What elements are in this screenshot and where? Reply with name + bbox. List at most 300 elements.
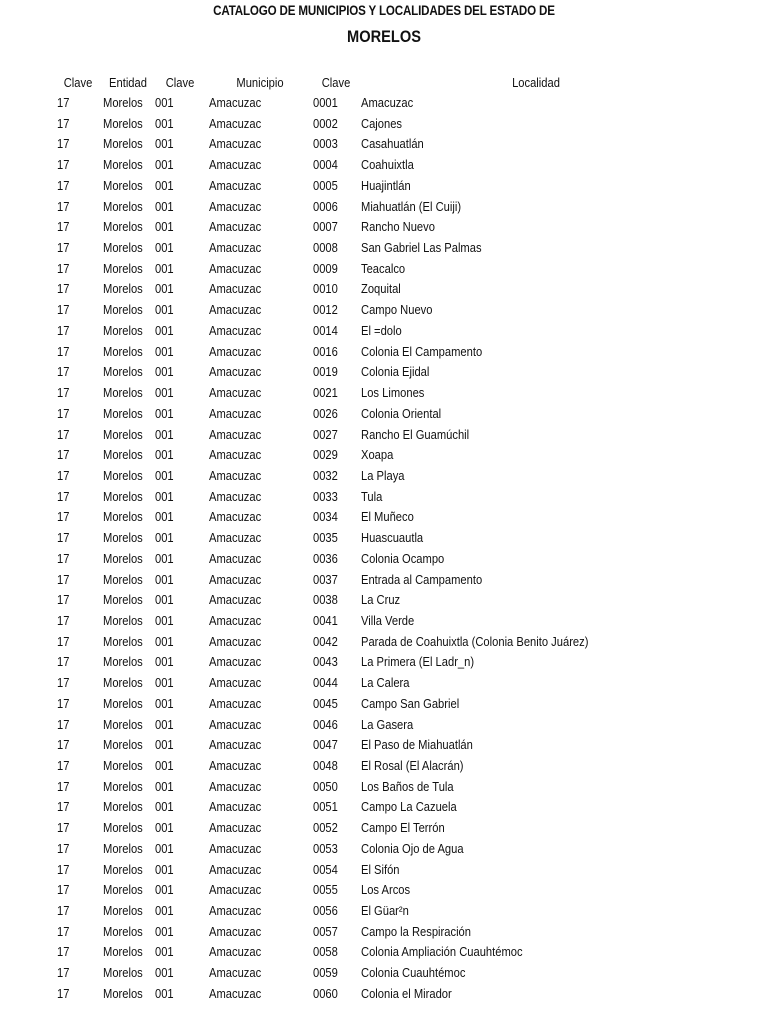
cell-clave-localidad: 0016 [313,343,338,359]
cell-clave-localidad: 0036 [313,550,338,566]
cell-clave-localidad: 0027 [313,426,338,442]
cell-municipio: Amacuzac [209,840,262,856]
cell-localidad: Colonia Ojo de Agua [361,840,464,856]
cell-clave-localidad: 0037 [313,571,338,587]
cell-entidad: Morelos [103,219,143,235]
cell-clave-entidad: 17 [57,405,70,421]
cell-clave-municipio: 001 [155,157,174,173]
table-row [0,528,768,549]
cell-clave-entidad: 17 [57,260,70,276]
table-row [0,880,768,901]
table-row [0,860,768,881]
cell-municipio: Amacuzac [209,509,262,525]
cell-municipio: Amacuzac [209,405,262,421]
cell-entidad: Morelos [103,758,143,773]
table-row [0,507,768,528]
table-body [0,93,768,1005]
cell-clave-entidad: 17 [57,612,70,628]
cell-localidad: Xoapa [361,447,394,463]
cell-clave-localidad: 0012 [313,302,338,318]
cell-entidad: Morelos [103,737,143,753]
cell-municipio: Amacuzac [209,985,262,1001]
cell-localidad: Campo la Respiración [361,923,471,939]
cell-clave-localidad: 0038 [313,592,338,608]
cell-entidad: Morelos [103,944,143,960]
cell-clave-municipio: 001 [155,95,174,110]
cell-clave-entidad: 17 [57,965,70,981]
cell-clave-entidad: 17 [57,633,70,649]
cell-municipio: Amacuzac [209,882,262,898]
cell-municipio: Amacuzac [209,198,262,214]
cell-clave-municipio: 001 [155,799,174,815]
cell-entidad: Morelos [103,467,143,483]
table-row [0,425,768,446]
column-header-entidad: Entidad [109,75,147,90]
cell-clave-localidad: 0032 [313,467,338,483]
table-row [0,217,768,238]
cell-entidad: Morelos [103,840,143,856]
cell-clave-municipio: 001 [155,861,174,877]
cell-entidad: Morelos [103,302,143,318]
cell-municipio: Amacuzac [209,965,262,981]
cell-entidad: Morelos [103,343,143,359]
cell-municipio: Amacuzac [209,177,262,193]
cell-entidad: Morelos [103,530,143,546]
column-header-clave-localidad: Clave [321,75,351,90]
table-row [0,342,768,363]
cell-clave-municipio: 001 [155,302,174,318]
cell-localidad: La Cruz [361,592,401,608]
table-row [0,466,768,487]
table-row [0,797,768,818]
cell-clave-entidad: 17 [57,198,70,214]
cell-clave-localidad: 0026 [313,405,338,421]
cell-clave-municipio: 001 [155,675,174,691]
cell-clave-localidad: 0053 [313,840,338,856]
cell-localidad: El Paso de Miahuatlán [361,737,473,753]
column-header-localidad: Localidad [512,75,560,90]
cell-entidad: Morelos [103,405,143,421]
cell-municipio: Amacuzac [209,260,262,276]
cell-clave-entidad: 17 [57,281,70,297]
table-row [0,632,768,653]
cell-clave-municipio: 001 [155,322,174,338]
cell-clave-entidad: 17 [57,136,70,152]
table-row [0,259,768,280]
cell-localidad: Parada de Coahuixtla (Colonia Benito Juárez) [361,633,589,649]
cell-clave-localidad: 0006 [313,198,338,214]
cell-clave-municipio: 001 [155,985,174,1001]
cell-municipio: Amacuzac [209,95,262,110]
cell-municipio: Amacuzac [209,778,262,794]
cell-localidad: El Rosal (El Alacrán) [361,758,464,773]
cell-clave-municipio: 001 [155,965,174,981]
cell-clave-entidad: 17 [57,95,70,110]
cell-entidad: Morelos [103,654,143,670]
cell-clave-localidad: 0007 [313,219,338,235]
cell-localidad: Cajones [361,115,403,131]
table-row [0,673,768,694]
cell-localidad: Campo La Cazuela [361,799,457,815]
table-row [0,570,768,591]
cell-clave-localidad: 0043 [313,654,338,670]
cell-clave-municipio: 001 [155,737,174,753]
catalog-table [0,73,768,1005]
cell-entidad: Morelos [103,260,143,276]
cell-clave-localidad: 0056 [313,903,338,919]
table-row [0,238,768,259]
cell-clave-entidad: 17 [57,716,70,732]
document-subtitle: MORELOS [347,27,421,46]
cell-clave-localidad: 0021 [313,385,338,401]
cell-entidad: Morelos [103,426,143,442]
cell-entidad: Morelos [103,985,143,1001]
cell-clave-entidad: 17 [57,758,70,773]
cell-municipio: Amacuzac [209,281,262,297]
cell-municipio: Amacuzac [209,633,262,649]
cell-clave-entidad: 17 [57,488,70,504]
document-title: CATALOGO DE MUNICIPIOS Y LOCALIDADES DEL ESTADO DE [213,3,555,18]
cell-clave-entidad: 17 [57,571,70,587]
table-row [0,383,768,404]
cell-entidad: Morelos [103,716,143,732]
cell-localidad: El Sifón [361,861,400,877]
table-row [0,134,768,155]
table-row [0,549,768,570]
cell-localidad: Colonia Ocampo [361,550,445,566]
cell-clave-municipio: 001 [155,612,174,628]
cell-clave-municipio: 001 [155,281,174,297]
cell-entidad: Morelos [103,198,143,214]
cell-clave-entidad: 17 [57,799,70,815]
cell-clave-entidad: 17 [57,530,70,546]
cell-clave-localidad: 0041 [313,612,338,628]
cell-localidad: Campo El Terrón [361,820,445,836]
cell-localidad: El =dolo [361,322,402,338]
table-row [0,300,768,321]
cell-localidad: Zoquital [361,281,401,297]
cell-clave-municipio: 001 [155,923,174,939]
cell-clave-municipio: 001 [155,177,174,193]
cell-clave-municipio: 001 [155,571,174,587]
cell-municipio: Amacuzac [209,530,262,546]
cell-entidad: Morelos [103,364,143,380]
table-row [0,694,768,715]
table-row [0,155,768,176]
cell-localidad: Rancho El Guamúchil [361,426,470,442]
cell-clave-municipio: 001 [155,530,174,546]
table-row [0,922,768,943]
cell-clave-municipio: 001 [155,820,174,836]
cell-clave-municipio: 001 [155,882,174,898]
cell-clave-entidad: 17 [57,467,70,483]
table-row [0,279,768,300]
cell-clave-localidad: 0048 [313,758,338,773]
cell-clave-entidad: 17 [57,426,70,442]
cell-municipio: Amacuzac [209,861,262,877]
cell-localidad: Colonia Ejidal [361,364,430,380]
table-row [0,176,768,197]
cell-clave-localidad: 0059 [313,965,338,981]
cell-clave-localidad: 0057 [313,923,338,939]
table-row [0,715,768,736]
cell-localidad: Colonia Ampliación Cuauhtémoc [361,944,523,960]
cell-clave-entidad: 17 [57,654,70,670]
table-row [0,93,768,114]
cell-clave-entidad: 17 [57,343,70,359]
cell-municipio: Amacuzac [209,820,262,836]
cell-clave-localidad: 0004 [313,157,338,173]
cell-localidad: Colonia Cuauhtémoc [361,965,466,981]
cell-clave-localidad: 0044 [313,675,338,691]
cell-localidad: Casahuatlán [361,136,424,152]
cell-entidad: Morelos [103,509,143,525]
cell-entidad: Morelos [103,550,143,566]
cell-clave-municipio: 001 [155,550,174,566]
cell-municipio: Amacuzac [209,903,262,919]
cell-municipio: Amacuzac [209,343,262,359]
cell-clave-localidad: 0005 [313,177,338,193]
cell-clave-municipio: 001 [155,758,174,773]
cell-clave-entidad: 17 [57,778,70,794]
cell-clave-localidad: 0010 [313,281,338,297]
cell-localidad: El Güar²n [361,903,409,919]
cell-clave-localidad: 0045 [313,695,338,711]
cell-clave-municipio: 001 [155,115,174,131]
cell-entidad: Morelos [103,903,143,919]
cell-clave-localidad: 0001 [313,95,338,110]
cell-entidad: Morelos [103,820,143,836]
cell-clave-entidad: 17 [57,903,70,919]
table-row [0,818,768,839]
cell-municipio: Amacuzac [209,385,262,401]
cell-localidad: Miahuatlán (El Cuiji) [361,198,462,214]
column-header-clave-municipio: Clave [165,75,195,90]
cell-clave-entidad: 17 [57,115,70,131]
cell-localidad: Los Limones [361,385,425,401]
cell-clave-entidad: 17 [57,364,70,380]
cell-clave-municipio: 001 [155,385,174,401]
cell-clave-entidad: 17 [57,675,70,691]
cell-clave-municipio: 001 [155,364,174,380]
table-header-row [0,73,768,93]
cell-municipio: Amacuzac [209,467,262,483]
cell-clave-entidad: 17 [57,861,70,877]
cell-entidad: Morelos [103,778,143,794]
cell-clave-municipio: 001 [155,944,174,960]
cell-entidad: Morelos [103,281,143,297]
cell-clave-entidad: 17 [57,240,70,256]
cell-clave-entidad: 17 [57,385,70,401]
cell-clave-localidad: 0058 [313,944,338,960]
cell-clave-localidad: 0009 [313,260,338,276]
cell-clave-localidad: 0060 [313,985,338,1001]
cell-municipio: Amacuzac [209,716,262,732]
cell-localidad: Coahuixtla [361,157,414,173]
cell-localidad: Los Baños de Tula [361,778,454,794]
cell-clave-municipio: 001 [155,695,174,711]
cell-clave-localidad: 0035 [313,530,338,546]
cell-clave-localidad: 0034 [313,509,338,525]
cell-localidad: Tula [361,488,383,504]
cell-localidad: Colonia El Campamento [361,343,483,359]
table-row [0,321,768,342]
cell-entidad: Morelos [103,861,143,877]
cell-clave-entidad: 17 [57,944,70,960]
table-row [0,839,768,860]
cell-clave-entidad: 17 [57,985,70,1001]
cell-clave-entidad: 17 [57,509,70,525]
table-row [0,777,768,798]
cell-municipio: Amacuzac [209,675,262,691]
cell-localidad: Huajintlán [361,177,411,193]
cell-clave-localidad: 0052 [313,820,338,836]
cell-clave-localidad: 0047 [313,737,338,753]
cell-clave-municipio: 001 [155,426,174,442]
cell-clave-municipio: 001 [155,343,174,359]
cell-municipio: Amacuzac [209,592,262,608]
cell-clave-entidad: 17 [57,177,70,193]
cell-clave-municipio: 001 [155,136,174,152]
cell-clave-localidad: 0051 [313,799,338,815]
cell-clave-entidad: 17 [57,882,70,898]
cell-municipio: Amacuzac [209,695,262,711]
cell-clave-municipio: 001 [155,592,174,608]
cell-localidad: Amacuzac [361,95,414,110]
cell-localidad: La Gasera [361,716,414,732]
cell-entidad: Morelos [103,385,143,401]
cell-entidad: Morelos [103,799,143,815]
cell-entidad: Morelos [103,612,143,628]
cell-clave-localidad: 0019 [313,364,338,380]
cell-clave-entidad: 17 [57,157,70,173]
cell-localidad: Villa Verde [361,612,415,628]
cell-localidad: Teacalco [361,260,406,276]
cell-municipio: Amacuzac [209,571,262,587]
cell-clave-localidad: 0008 [313,240,338,256]
cell-clave-localidad: 0033 [313,488,338,504]
cell-clave-municipio: 001 [155,240,174,256]
cell-localidad: Rancho Nuevo [361,219,435,235]
cell-entidad: Morelos [103,488,143,504]
cell-clave-localidad: 0002 [313,115,338,131]
table-row [0,445,768,466]
cell-clave-municipio: 001 [155,716,174,732]
table-row [0,901,768,922]
cell-municipio: Amacuzac [209,758,262,773]
table-row [0,611,768,632]
cell-clave-municipio: 001 [155,260,174,276]
cell-clave-municipio: 001 [155,488,174,504]
cell-localidad: La Playa [361,467,405,483]
cell-entidad: Morelos [103,923,143,939]
cell-clave-entidad: 17 [57,592,70,608]
table-row [0,652,768,673]
cell-entidad: Morelos [103,177,143,193]
cell-entidad: Morelos [103,95,143,110]
table-row [0,756,768,777]
cell-clave-entidad: 17 [57,447,70,463]
cell-entidad: Morelos [103,240,143,256]
cell-municipio: Amacuzac [209,136,262,152]
cell-clave-municipio: 001 [155,447,174,463]
cell-entidad: Morelos [103,592,143,608]
cell-clave-entidad: 17 [57,737,70,753]
cell-localidad: Colonia el Mirador [361,985,452,1001]
cell-municipio: Amacuzac [209,550,262,566]
cell-clave-municipio: 001 [155,219,174,235]
cell-localidad: Los Arcos [361,882,411,898]
cell-localidad: Campo Nuevo [361,302,433,318]
table-row [0,942,768,963]
cell-municipio: Amacuzac [209,799,262,815]
cell-localidad: El Muñeco [361,509,414,525]
cell-clave-municipio: 001 [155,633,174,649]
cell-clave-entidad: 17 [57,219,70,235]
cell-clave-entidad: 17 [57,550,70,566]
cell-municipio: Amacuzac [209,157,262,173]
table-row [0,114,768,135]
cell-clave-localidad: 0050 [313,778,338,794]
cell-entidad: Morelos [103,675,143,691]
cell-clave-entidad: 17 [57,695,70,711]
cell-entidad: Morelos [103,115,143,131]
cell-localidad: La Calera [361,675,410,691]
cell-clave-localidad: 0054 [313,861,338,877]
cell-municipio: Amacuzac [209,426,262,442]
column-header-municipio: Municipio [236,75,284,90]
cell-entidad: Morelos [103,571,143,587]
cell-municipio: Amacuzac [209,447,262,463]
table-row [0,590,768,611]
cell-clave-localidad: 0003 [313,136,338,152]
cell-clave-municipio: 001 [155,198,174,214]
cell-clave-municipio: 001 [155,778,174,794]
table-row [0,963,768,984]
cell-entidad: Morelos [103,136,143,152]
cell-municipio: Amacuzac [209,654,262,670]
table-row [0,984,768,1005]
table-row [0,362,768,383]
cell-entidad: Morelos [103,157,143,173]
cell-clave-municipio: 001 [155,509,174,525]
cell-municipio: Amacuzac [209,364,262,380]
cell-localidad: Entrada al Campamento [361,571,483,587]
cell-clave-entidad: 17 [57,923,70,939]
cell-clave-localidad: 0055 [313,882,338,898]
cell-municipio: Amacuzac [209,322,262,338]
cell-municipio: Amacuzac [209,302,262,318]
cell-municipio: Amacuzac [209,612,262,628]
cell-entidad: Morelos [103,882,143,898]
cell-localidad: Colonia Oriental [361,405,442,421]
cell-localidad: San Gabriel Las Palmas [361,240,482,256]
table-row [0,487,768,508]
cell-municipio: Amacuzac [209,923,262,939]
table-row [0,404,768,425]
cell-localidad: La Primera (El Ladr_n) [361,654,475,670]
cell-clave-entidad: 17 [57,820,70,836]
table-row [0,197,768,218]
cell-entidad: Morelos [103,447,143,463]
cell-clave-municipio: 001 [155,467,174,483]
cell-clave-localidad: 0014 [313,322,338,338]
cell-municipio: Amacuzac [209,488,262,504]
cell-clave-entidad: 17 [57,322,70,338]
cell-localidad: Campo San Gabriel [361,695,460,711]
cell-clave-municipio: 001 [155,654,174,670]
cell-clave-municipio: 001 [155,405,174,421]
